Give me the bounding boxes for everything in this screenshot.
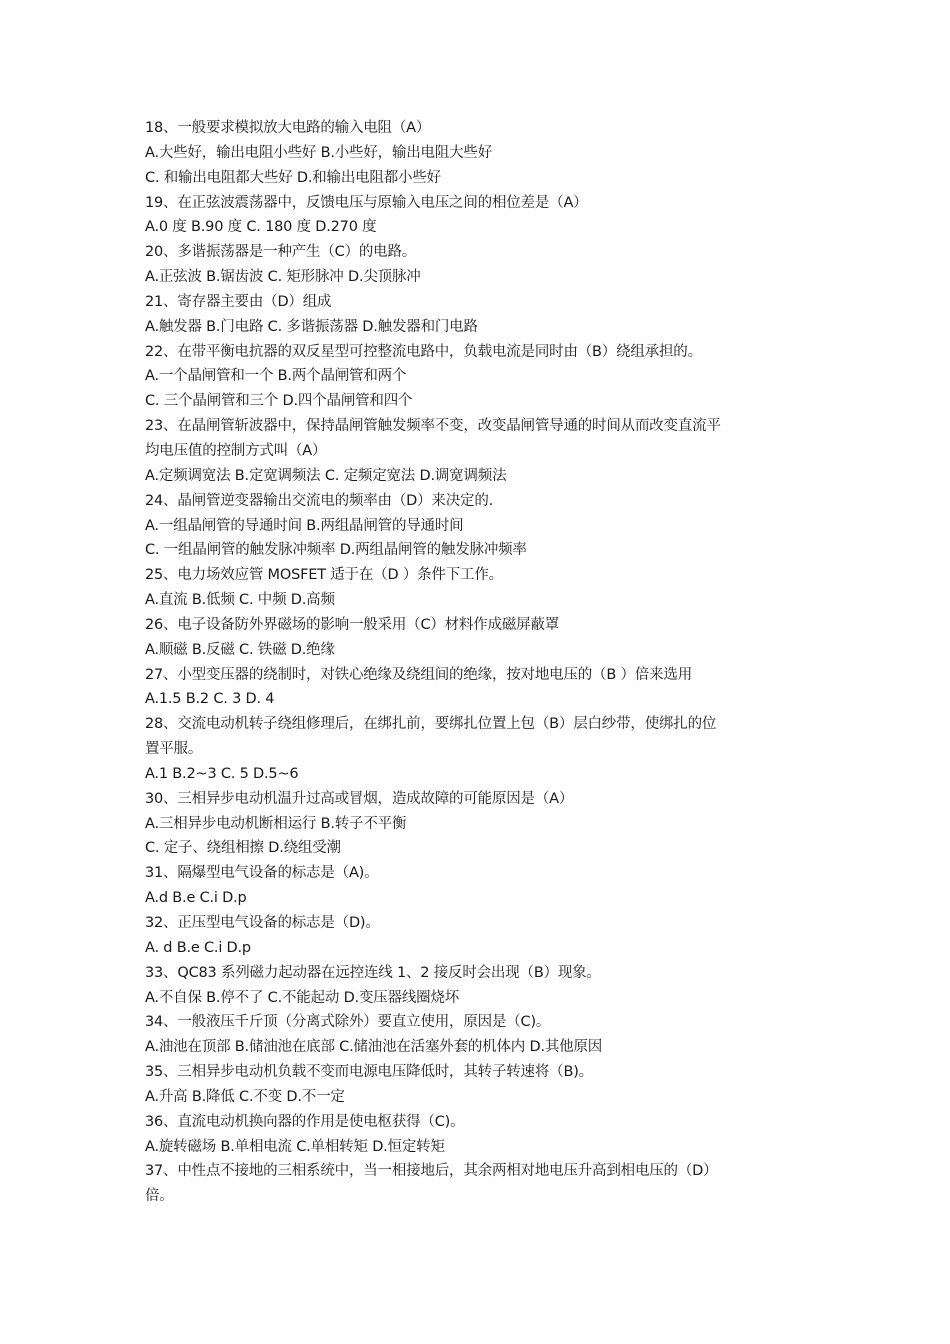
text-line: 均电压值的控制方式叫（A）	[145, 442, 327, 459]
text-line: A.大些好，输出电阻小些好 B.小些好，输出电阻大些好	[145, 144, 493, 161]
text-line: 33、QC83 系列磁力起动器在远控连线 1、2 接反时会出现（B）现象。	[145, 964, 601, 981]
text-line: A.一组晶闸管的导通时间 B.两组晶闸管的导通时间	[145, 517, 464, 534]
text-line: 25、电力场效应管 MOSFET 适于在（D ）条件下工作。	[145, 567, 503, 584]
text-line: 34、一般液压千斤顶（分离式除外）要直立使用，原因是（C)。	[145, 1014, 551, 1031]
text-line: 26、电子设备防外界磁场的影响一般采用（C）材料作成磁屏蔽罩	[145, 616, 560, 633]
text-line: 倍。	[145, 1188, 174, 1205]
text-line: 22、在带平衡电抗器的双反星型可控整流电路中，负载电流是同时由（B）绕组承担的。	[145, 343, 702, 360]
text-line: A.1 B.2~3 C. 5 D.5~6	[145, 765, 299, 782]
text-line: A.定频调宽法 B.定宽调频法 C. 定频定宽法 D.调宽调频法	[145, 467, 507, 484]
text-line: 20、多谐振荡器是一种产生（C）的电路。	[145, 244, 417, 261]
text-line: 31、隔爆型电气设备的标志是（A)。	[145, 865, 379, 882]
text-line: A.油池在顶部 B.储油池在底部 C.储油池在活塞外套的机体内 D.其他原因	[145, 1039, 603, 1056]
text-line: A. d B.e C.i D.p	[145, 939, 251, 956]
text-line: 置平服。	[145, 741, 203, 758]
text-line: 21、寄存器主要由（D）组成	[145, 293, 332, 310]
text-line: C. 一组晶闸管的触发脉冲频率 D.两组晶闸管的触发脉冲频率	[145, 542, 527, 559]
text-line: C. 三个晶闸管和三个 D.四个晶闸管和四个	[145, 393, 413, 410]
text-line: A.一个晶闸管和一个 B.两个晶闸管和两个	[145, 368, 407, 385]
text-line: 28、交流电动机转子绕组修理后，在绑扎前，要绑扎位置上包（B）层白纱带，使绑扎的位	[145, 716, 717, 733]
text-line: 36、直流电动机换向器的作用是使电枢获得（C)。	[145, 1113, 465, 1130]
text-line: A.1.5 B.2 C. 3 D. 4	[145, 691, 275, 708]
text-line: 19、在正弦波震荡器中，反馈电压与原输入电压之间的相位差是（A）	[145, 194, 588, 211]
text-line: A.触发器 B.门电路 C. 多谐振荡器 D.触发器和门电路	[145, 318, 478, 335]
text-line: 32、正压型电气设备的标志是（D)。	[145, 915, 380, 931]
text-line: 37、中性点不接地的三相系统中，当一相接地后，其余两相对地电压升高到相电压的（D）	[145, 1163, 718, 1180]
text-line: A.0 度 B.90 度 C. 180 度 D.270 度	[145, 219, 377, 236]
text-line: A.三相异步电动机断相运行 B.转子不平衡	[145, 815, 407, 832]
text-line: A.直流 B.低频 C. 中频 D.高频	[145, 592, 335, 609]
text-line: 18、一般要求模拟放大电路的输入电阻（A）	[145, 120, 431, 136]
text-line: A.d B.e C.i D.p	[145, 890, 247, 907]
text-line: A.旋转磁场 B.单相电流 C.单相转矩 D.恒定转矩	[145, 1138, 445, 1155]
text-line: 23、在晶闸管斩波器中，保持晶闸管触发频率不变，改变晶闸管导通的时间从而改变直流平	[145, 418, 721, 435]
text-line: 30、三相异步电动机温升过高或冒烟，造成故障的可能原因是（A）	[145, 790, 574, 807]
text-line: A.不自保 B.停不了 C.不能起动 D.变压器线圈烧坏	[145, 989, 460, 1006]
text-line: C. 和输出电阻都大些好 D.和输出电阻都小些好	[145, 169, 441, 186]
question-list	[145, 116, 815, 1209]
text-line: 27、小型变压器的绕制时，对铁心绝缘及绕组间的绝缘，按对地电压的（B ）倍来选用	[145, 666, 693, 683]
text-line: A.顺磁 B.反磁 C. 铁磁 D.绝缘	[145, 641, 335, 658]
text-line: A.升高 B.降低 C.不变 D.不一定	[145, 1088, 345, 1105]
text-line: C. 定子、绕组相擦 D.绕组受潮	[145, 840, 341, 857]
text-line: 24、晶闸管逆变器输出交流电的频率由（D）来决定的.	[145, 492, 494, 509]
text-line: A.正弦波 B.锯齿波 C. 矩形脉冲 D.尖顶脉冲	[145, 269, 421, 286]
text-line: 35、三相异步电动机负载不变而电源电压降低时，其转子转速将（B)。	[145, 1064, 593, 1081]
